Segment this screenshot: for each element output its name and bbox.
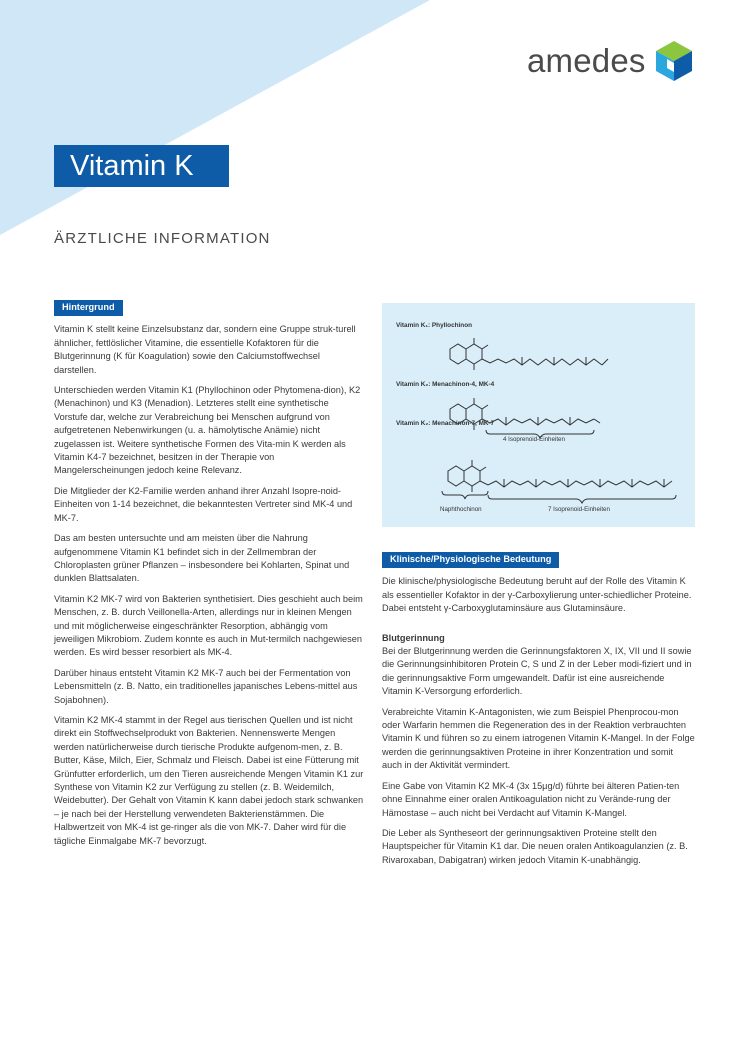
paragraph: Die Leber als Syntheseort der gerinnungsaktiven Proteine stellt den Hauptspeicher für Vitamin K1 dar. Die neuen oralen Antikoagulanzien (z. B. Rivaroxaban, Dabigatran) wirken jedoch Vitamin K-unabhängig. <box>382 827 688 865</box>
cube-logo-icon <box>654 39 694 83</box>
background-section <box>54 300 364 855</box>
structure-drawings <box>382 303 695 527</box>
paragraph: Das am besten untersuchte und am meisten über die Nahrung aufgenommene Vitamin K1 befindet sich in der Zellmembran der Chloroplasten grüner Pflanzen – insbesondere bei Kohlarten, Spinat und dunklen Blattsalaten. <box>54 533 350 584</box>
subheading-blutgerinnung: Blutgerinnung <box>382 632 445 643</box>
background-triangle <box>0 0 430 235</box>
section-label-klinische-bedeutung: Klinische/Physiologische Bedeutung <box>382 552 559 568</box>
paragraph: Eine Gabe von Vitamin K2 MK-4 (3x 15μg/d) führte bei älteren Patien-ten ohne Einnahme einer oralen Antikoagulation nicht zu Verände-rung der Hämostase – auch nicht bei Verdacht auf Vitamin K-Mangel. <box>382 780 680 818</box>
paragraph: Die klinische/physiologische Bedeutung beruht auf der Rolle des Vitamin K als essentieller Kofaktor in der γ-Carboxylierung unter-schiedlicher Proteine. Dabei entsteht γ-Carboxyglutaminsäure aus Glutaminsäure. <box>382 576 692 614</box>
paragraph: Vitamin K2 MK-4 stammt in der Regel aus tierischen Quellen und ist nicht direkt ein Stoffwechselprodukt von Bakterien. Nennenswerte Mengen werden natürlicherweise durch tierische Produkte aufgenom-men, z. B. Butter, Käse, Milch, Eier, Schmalz und Fleisch. Dabei ist eine Fütterung mit Grünfutter erforderlich, um den Tieren ausreichende Mengen Vitamin K1 zur Synthese von Vitamin K2 zur Verfügung zu stellen (z. B. Weidemilch, Weidebutter). Der Gehalt von Vitamin K kann dabei jedoch stark schwanken – je nach bei der Herstellung verwendeten Bakterienstämmen. Die Halbwertzeit von MK-4 ist ge-ringer als die von MK-7. Daher wird für die tägliche Einmalgabe MK-7 bevorzugt. <box>54 714 364 846</box>
paragraph: Unterschieden werden Vitamin K1 (Phyllochinon oder Phytomena-dion), K2 (Menachinon) und K3 (Menadion). Letzteres stellt eine synthetische Vorstufe dar, welche zur Verabreichung bei Menschen aufgrund von aufgetretenen Nebenwirkungen (u. a. hämolytische Anämie) nicht zugelassen ist. Weitere synthetische Formen des Vita-min K werden als Vitamin K4-7 bezeichnet, besitzen in der Therapie von Mangelerscheinungen jedoch keine Relevanz. <box>54 385 361 476</box>
logo-text: amedes <box>527 42 646 79</box>
page-title: Vitamin K <box>54 145 229 187</box>
section-label-hintergrund: Hintergrund <box>54 300 123 316</box>
clinical-section <box>382 552 695 874</box>
paragraph: Die Mitglieder der K2-Familie werden anhand ihrer Anzahl Isopre-noid-Einheiten von 1-14 bezeichnet, die bekanntesten Vertreter sind MK-4 und MK-7. <box>54 485 353 523</box>
label-k1: Vitamin K₁: Phyllochinon <box>396 322 473 329</box>
paragraph: Vitamin K stellt keine Einzelsubstanz dar, sondern eine Gruppe struk-turell ähnlicher, fettlöslicher Vitamine, die essentielle Kofaktoren für die Blutgerinnung (K für Koagulation) sowie den Calciumstoffwechsel darstellen. <box>54 324 356 375</box>
note-naphthochinon: Naphthochinon <box>440 506 482 513</box>
paragraph: Vitamin K2 MK-7 wird von Bakterien synthetisiert. Dies geschieht auch beim Menschen, z. B. durch Veillonella-Arten, allerdings nur in kleinen Mengen und mit möglicherweise eingeschränkter Resorption, abhängig vom jeweiligen Mikrobiom. Zudem konnte es auch in Mut-termilch nachgewiesen werden. Es wird besser resorbiert als MK-4. <box>54 593 363 658</box>
amedes-logo <box>527 36 694 86</box>
phylloquinone-structure <box>450 338 608 370</box>
label-mk4: Vitamin K₂: Menachinon-4, MK-4 <box>396 381 495 388</box>
note-7-isoprenoid: 7 Isoprenoid-Einheiten <box>548 506 610 513</box>
menaquinone-4-structure <box>450 398 600 438</box>
paragraph: Bei der Blutgerinnung werden die Gerinnungsfaktoren X, IX, VII und II sowie die Gerinnungsinhibitoren Protein C, S und Z in der Leber modi-fiziert und in die gerinnungsaktive Form umgewandelt. Dafür ist eine ausreichende Vitamin K-Versorgung erforderlich. <box>382 646 692 697</box>
menaquinone-7-structure <box>442 460 676 503</box>
label-mk7: Vitamin K₂: Menachinon-7, MK-7 <box>396 420 495 427</box>
chemical-structures-figure <box>382 303 695 527</box>
paragraph: Darüber hinaus entsteht Vitamin K2 MK-7 auch bei der Fermentation von Lebensmitteln (z. B. Natto, ein traditionelles japanisches Lebens-mittel aus Sojabohnen). <box>54 667 358 705</box>
note-4-isoprenoid: 4 Isoprenoid-Einheiten <box>503 436 565 443</box>
document-subtitle: ÄRZTLICHE INFORMATION <box>54 230 271 247</box>
paragraph: Verabreichte Vitamin K-Antagonisten, wie zum Beispiel Phenprocou-mon oder Warfarin hemmen die Regeneration des in der Reaktion verbrauchten Vitamin K und führen so zu einem iatrogenen Vitamin K-Mangel. In der Folge werden die gerinnungsaktiven Proteine in ihrer Konzentration und somit auch in der Aktivität vermindert. <box>382 706 695 771</box>
